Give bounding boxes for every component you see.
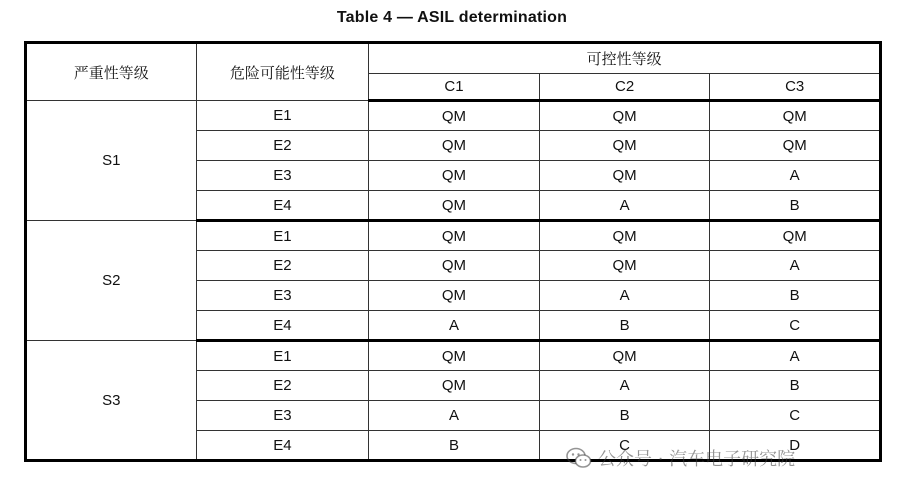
table-row bbox=[26, 221, 881, 251]
exposure-cell: E3 bbox=[196, 401, 369, 431]
value-cell-c1: A bbox=[369, 401, 540, 431]
header-c1: C1 bbox=[369, 74, 540, 101]
value-cell-c1: QM bbox=[369, 221, 540, 251]
value-cell-c3: B bbox=[710, 191, 881, 221]
value-cell-c1: A bbox=[369, 311, 540, 341]
value-cell-c1: QM bbox=[369, 101, 540, 131]
exposure-cell: E2 bbox=[196, 251, 369, 281]
value-cell-c3: C bbox=[710, 401, 881, 431]
exposure-cell: E1 bbox=[196, 221, 369, 251]
header-controllability: 可控性等级 bbox=[369, 43, 881, 74]
asil-determination-table bbox=[24, 41, 882, 462]
exposure-cell: E3 bbox=[196, 281, 369, 311]
header-c3: C3 bbox=[710, 74, 881, 101]
value-cell-c3: B bbox=[710, 371, 881, 401]
table-title: Table 4 — ASIL determination bbox=[336, 9, 568, 26]
border-tick bbox=[24, 63, 27, 69]
header-exposure: 危险可能性等级 bbox=[196, 43, 369, 101]
exposure-cell: E4 bbox=[196, 431, 369, 461]
value-cell-c3: QM bbox=[710, 131, 881, 161]
value-cell-c3: QM bbox=[710, 221, 881, 251]
header-c2: C2 bbox=[539, 74, 710, 101]
value-cell-c2: QM bbox=[539, 251, 710, 281]
value-cell-c2: QM bbox=[539, 101, 710, 131]
value-cell-c1: B bbox=[369, 431, 540, 461]
value-cell-c2: C bbox=[539, 431, 710, 461]
severity-cell: S1 bbox=[26, 101, 197, 221]
value-cell-c3: QM bbox=[710, 101, 881, 131]
value-cell-c1: QM bbox=[369, 281, 540, 311]
value-cell-c2: A bbox=[539, 281, 710, 311]
severity-cell: S3 bbox=[26, 341, 197, 461]
value-cell-c2: QM bbox=[539, 221, 710, 251]
value-cell-c3: C bbox=[710, 311, 881, 341]
value-cell-c2: A bbox=[539, 371, 710, 401]
exposure-cell: E2 bbox=[196, 131, 369, 161]
table-row bbox=[26, 101, 881, 131]
value-cell-c2: B bbox=[539, 311, 710, 341]
value-cell-c2: A bbox=[539, 191, 710, 221]
value-cell-c3: A bbox=[710, 251, 881, 281]
value-cell-c1: QM bbox=[369, 161, 540, 191]
watermark-text: 公众号 · 汽车电子研究院 bbox=[598, 449, 796, 470]
value-cell-c2: QM bbox=[539, 341, 710, 371]
value-cell-c3: A bbox=[710, 161, 881, 191]
value-cell-c1: QM bbox=[369, 251, 540, 281]
value-cell-c3: B bbox=[710, 281, 881, 311]
exposure-cell: E2 bbox=[196, 371, 369, 401]
severity-cell: S2 bbox=[26, 221, 197, 341]
exposure-cell: E3 bbox=[196, 161, 369, 191]
value-cell-c1: QM bbox=[369, 371, 540, 401]
value-cell-c3: A bbox=[710, 341, 881, 371]
exposure-cell: E4 bbox=[196, 191, 369, 221]
value-cell-c1: QM bbox=[369, 131, 540, 161]
exposure-cell: E1 bbox=[196, 101, 369, 131]
value-cell-c1: QM bbox=[369, 341, 540, 371]
value-cell-c1: QM bbox=[369, 191, 540, 221]
value-cell-c2: B bbox=[539, 401, 710, 431]
exposure-cell: E1 bbox=[196, 341, 369, 371]
value-cell-c2: QM bbox=[539, 131, 710, 161]
value-cell-c2: QM bbox=[539, 161, 710, 191]
exposure-cell: E4 bbox=[196, 311, 369, 341]
header-severity: 严重性等级 bbox=[26, 43, 197, 101]
table-row bbox=[26, 341, 881, 371]
value-cell-c3: D bbox=[710, 431, 881, 461]
